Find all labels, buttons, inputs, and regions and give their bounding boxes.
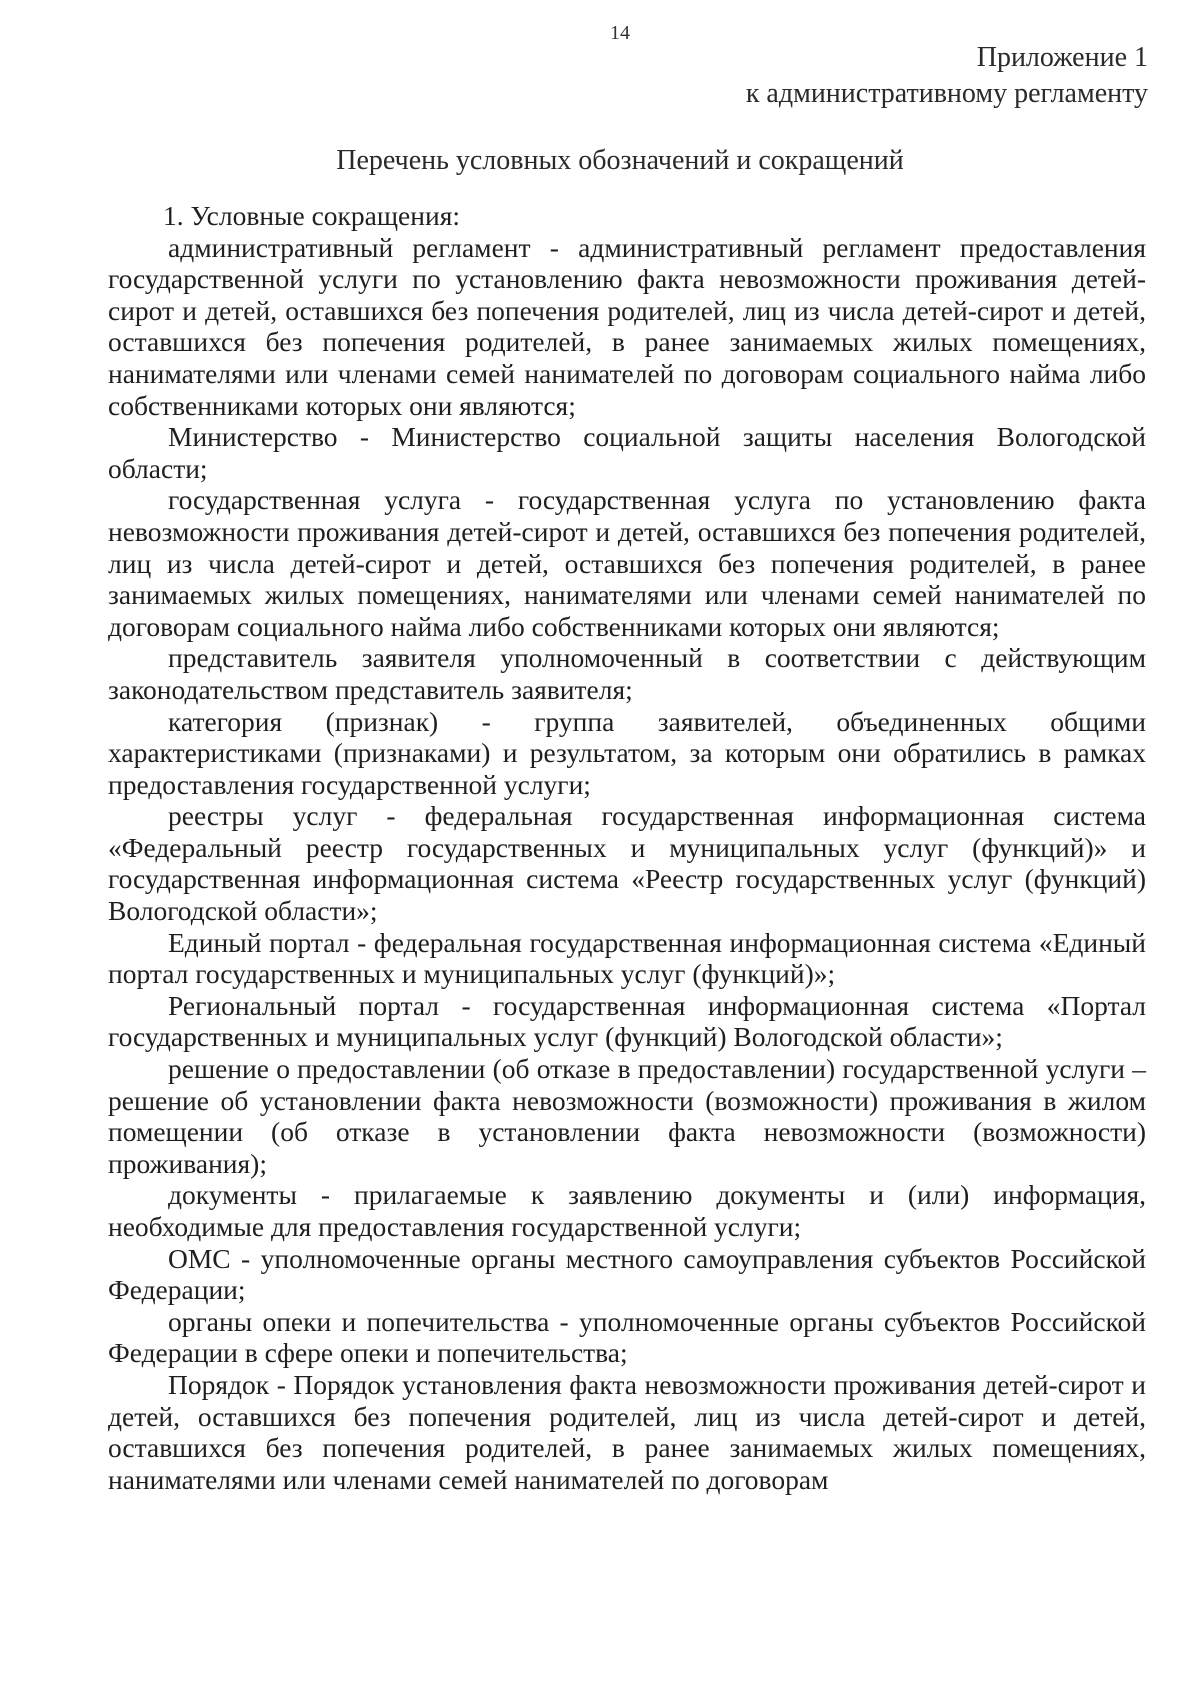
- appendix-line-2: к административному регламенту: [745, 78, 1148, 109]
- document-title: Перечень условных обозначений и сокращений: [336, 145, 904, 176]
- definition-paragraph: представитель заявителя уполномоченный в соответствии с действующим законодательством представитель заявителя;: [108, 642, 1146, 705]
- section-heading: 1. Условные сокращения:: [163, 200, 460, 231]
- definition-paragraph: государственная услуга - государственная услуга по установлению факта невозможности проживания детей-сирот и детей, оставшихся без попечения родителей, лиц из числа детей-сирот и детей, оставшихся без попечения родителей, в ранее занимаемых жилых помещениях, нанимателями или членами семей нанимателей по договорам социального найма либо собственниками которых они являются;: [108, 484, 1146, 642]
- definition-paragraph: реестры услуг - федеральная государственная информационная система «Федеральный реестр государственных и муниципальных услуг (функций)» и государственная информационная система «Реестр государственных услуг (функций) Вологодской области»;: [108, 800, 1146, 927]
- definition-paragraph: документы - прилагаемые к заявлению документы и (или) информация, необходимые для предоставления государственной услуги;: [108, 1179, 1146, 1242]
- definition-paragraph: Единый портал - федеральная государственная информационная система «Единый портал государственных и муниципальных услуг (функций)»;: [108, 926, 1146, 990]
- definition-paragraph: Министерство - Министерство социальной защиты населения Вологодской области;: [108, 421, 1146, 484]
- definition-paragraph: решение о предоставлении (об отказе в предоставлении) государственной услуги – решение об установлении факта невозможности (возможности) проживания в жилом помещении (об отказе в установлении факта невозможности (возможности) проживания);: [108, 1053, 1146, 1179]
- appendix-line-1: Приложение 1: [976, 42, 1148, 73]
- appendix-header: [746, 40, 1148, 112]
- definition-paragraph: Порядок - Порядок установления факта невозможности проживания детей-сирот и детей, оставшихся без попечения родителей, лиц из числа детей-сирот и детей, оставшихся без попечения родителей, в ранее занимаемых жилых помещениях, нанимателями или членами семей нанимателей по договорам: [108, 1368, 1146, 1495]
- page-number: 14: [610, 22, 630, 44]
- definition-paragraph: органы опеки и попечительства - уполномоченные органы субъектов Российской Федерации в сфере опеки и попечительства;: [108, 1305, 1146, 1369]
- definition-paragraph: административный регламент - административный регламент предоставления государственной услуги по установлению факта невозможности проживания детей-сирот и детей, оставшихся без попечения родителей, лиц из числа детей-сирот и детей, оставшихся без попечения родителей, в ранее занимаемых жилых помещениях, нанимателями или членами семей нанимателей по договорам социального найма либо собственниками которых они являются;: [108, 231, 1146, 421]
- document-body: [108, 200, 1146, 1495]
- definition-paragraph: Региональный портал - государственная информационная система «Портал государственных и муниципальных услуг (функций) Вологодской области»;: [108, 989, 1146, 1053]
- definition-paragraph: ОМС - уполномоченные органы местного самоуправления субъектов Российской Федерации;: [108, 1242, 1146, 1306]
- definition-paragraph: категория (признак) - группа заявителей, объединенных общими характеристиками (признаками) и результатом, за которым они обратились в рамках предоставления государственной услуги;: [108, 705, 1146, 800]
